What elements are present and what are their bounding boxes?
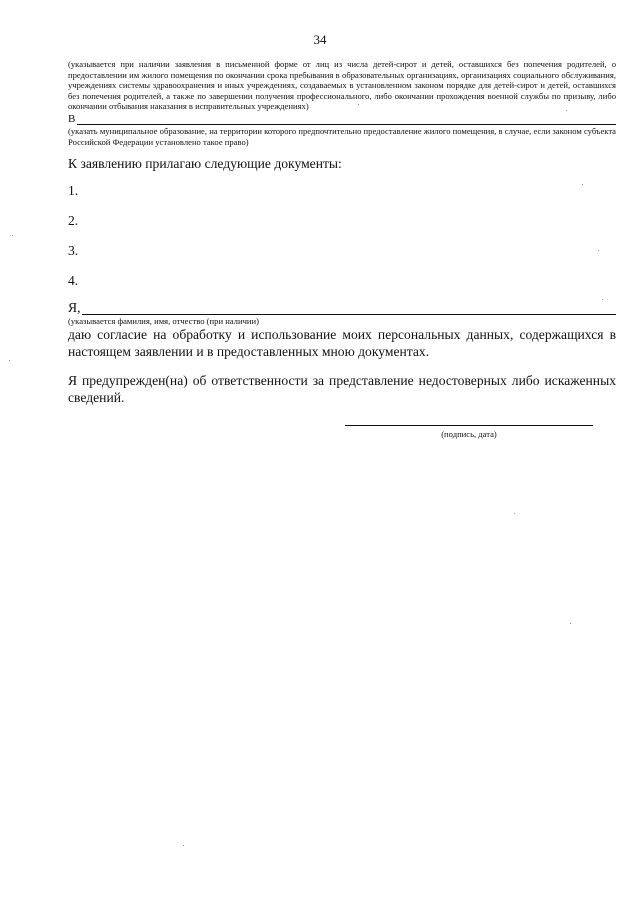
document-list-item: 2. [68,213,79,228]
municipality-blank-line [77,114,616,125]
document-list-item: 4. [68,273,79,288]
scan-speck [183,845,184,846]
municipality-field-row [68,111,616,125]
municipality-prefix: В [68,113,76,125]
scan-speck [358,104,359,105]
scan-speck [598,250,599,251]
signature-line [345,425,593,426]
scan-speck [12,235,13,236]
applicant-name-row [68,301,616,315]
scan-speck [582,184,583,185]
applicant-prefix: Я, [68,300,81,315]
documents-intro: К заявлению прилагаю следующие документы: [68,156,342,171]
document-list-item: 1. [68,183,79,198]
applicant-name-blank-line [82,302,616,315]
note-orphans-clarification: (указывается при наличии заявления в письменной форме от лиц из числа детей-сирот и детей, оставшихся без попечения родителей, о предоставлении им жилого помещения по окончании срока пребывания в образовательных организациях, организациях социального обслуживания, учреждениях системы здравоохранения и иных учреждениях, создаваемых в установленном законом порядке для детей-сирот и детей, оставшихся без попечения родителей, а также по завершении получения профессионального, либо окончании прохождения военной службы по призыву, либо окончании отбывания наказания в исправительных учреждениях) [68,59,616,112]
signature-caption: (подпись, дата) [441,429,497,439]
scan-speck [602,299,603,300]
scan-speck [514,513,515,514]
scan-speck [566,110,567,111]
scan-speck [570,623,571,624]
page-number: 34 [313,32,327,47]
consent-paragraph: даю согласие на обработку и использование моих персональных данных, содержащихся в настоящем заявлении и в предоставленных мною документах. [68,327,616,359]
liability-warning-paragraph: Я предупрежден(на) об ответственности за представление недостоверных либо искаженных сведений. [68,373,616,405]
document-list-item: 3. [68,243,79,258]
note-full-name-clarification: (указывается фамилия, имя, отчество (при наличии) [68,316,259,326]
note-municipality-clarification: (указать муниципальное образование, на территории которого предпочтительно предоставление жилого помещения, в случае, если законом субъекта Российской Федерации установлено такое право) [68,126,616,147]
scan-speck [9,360,10,361]
